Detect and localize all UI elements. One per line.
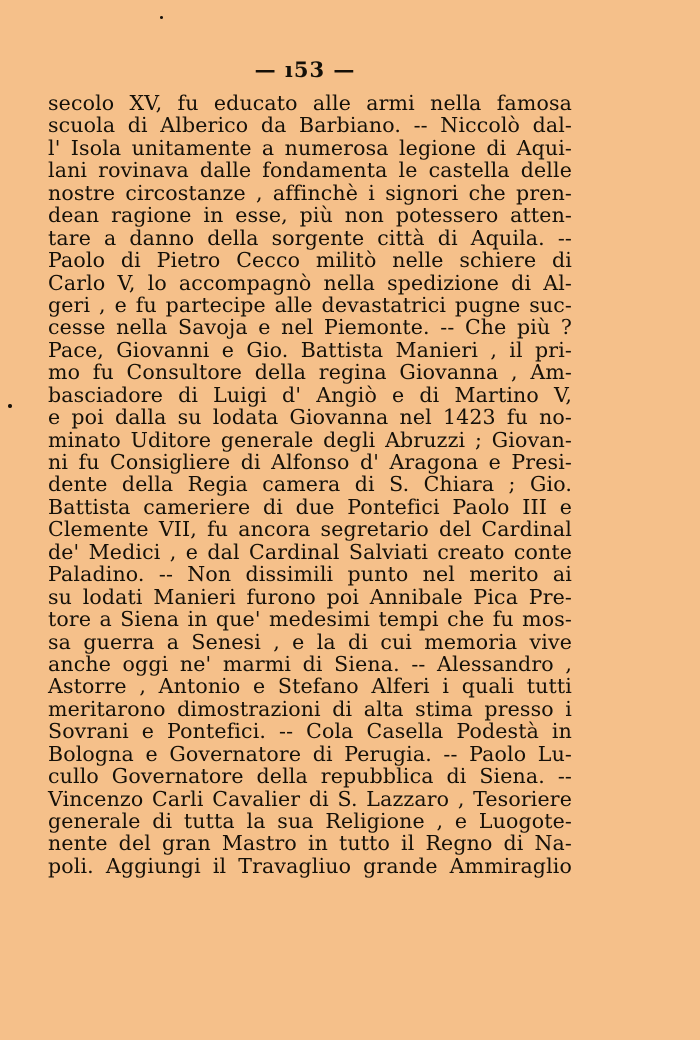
text-line: lani rovinava dalle fondamenta le castella delle: [48, 158, 572, 183]
text-line: mo fu Consultore della regina Giovanna , Am-: [48, 360, 572, 385]
text-line: l' Isola unitamente a numerosa legione di Aqui-: [48, 135, 572, 160]
text-line: generale di tutta la sua Religione , e Luogote-: [48, 809, 572, 833]
text-line: Paladino. -- Non dissimili punto nel merito ai: [48, 562, 572, 587]
text-line: scuola di Alberico da Barbiano. -- Niccolò dal-: [48, 113, 572, 138]
text-line: sa guerra a Senesi , e la di cui memoria vive: [48, 629, 572, 654]
text-line: basciadore di Luigi d' Angiò e di Martino V,: [48, 382, 572, 407]
text-line: Paolo di Pietro Cecco militò nelle schiere di: [48, 248, 572, 273]
body-text: [48, 92, 572, 877]
ink-speck: [8, 404, 12, 408]
text-line: de' Medici , e dal Cardinal Salviati creato conte: [48, 539, 572, 564]
text-line: ni fu Consigliere di Alfonso d' Aragona e Presi-: [48, 450, 572, 474]
text-line: tore a Siena in que' medesimi tempi che fu mos-: [48, 607, 572, 632]
ink-speck: [160, 16, 163, 19]
text-line: Bologna e Governatore di Perugia. -- Paolo Lu-: [48, 741, 572, 766]
page-number: — ı53 —: [254, 57, 356, 82]
text-line: Pace, Giovanni e Gio. Battista Manieri , il pri-: [48, 337, 572, 362]
text-line: cesse nella Savoja e nel Piemonte. -- Che più ?: [48, 315, 572, 340]
text-line: Clemente VII, fu ancora segretario del Cardinal: [48, 517, 572, 542]
text-line: tare a danno della sorgente città di Aquila. --: [48, 225, 572, 250]
text-line: cullo Governatore della repubblica di Siena. --: [48, 764, 572, 789]
text-line: dente della Regia camera di S. Chiara ; Gio.: [48, 472, 572, 497]
text-line: Astorre , Antonio e Stefano Alferi i quali tutti: [48, 674, 572, 699]
text-line: su lodati Manieri furono poi Annibale Pica Pre-: [48, 584, 572, 609]
text-line: Carlo V, lo accompagnò nella spedizione di Al-: [48, 270, 572, 295]
text-line: secolo XV, fu educato alle armi nella famosa: [48, 91, 572, 115]
text-line: nente del gran Mastro in tutto il Regno di Na-: [48, 831, 572, 856]
text-line: poli. Aggiungi il Travagliuo grande Ammiraglio: [48, 853, 572, 878]
text-line: nostre circostanze , affinchè i signori che pren-: [48, 180, 572, 205]
text-line: dean ragione in esse, più non potessero atten-: [48, 203, 572, 228]
text-line: Vincenzo Carli Cavalier di S. Lazzaro , Tesoriere: [48, 786, 572, 811]
text-line: e poi dalla su lodata Giovanna nel 1423 fu no-: [48, 405, 572, 430]
text-line: minato Uditore generale degli Abruzzi ; Giovan-: [48, 427, 572, 452]
text-line: Battista cameriere di due Pontefici Paolo III e: [48, 494, 572, 519]
text-line: geri , e fu partecipe alle devastatrici pugne suc-: [48, 292, 572, 317]
text-line: Sovrani e Pontefici. -- Cola Casella Podestà in: [48, 719, 572, 744]
text-line: meritarono dimostrazioni di alta stima presso i: [48, 696, 572, 721]
text-line: anche oggi ne' marmi di Siena. -- Alessandro ,: [48, 651, 572, 676]
